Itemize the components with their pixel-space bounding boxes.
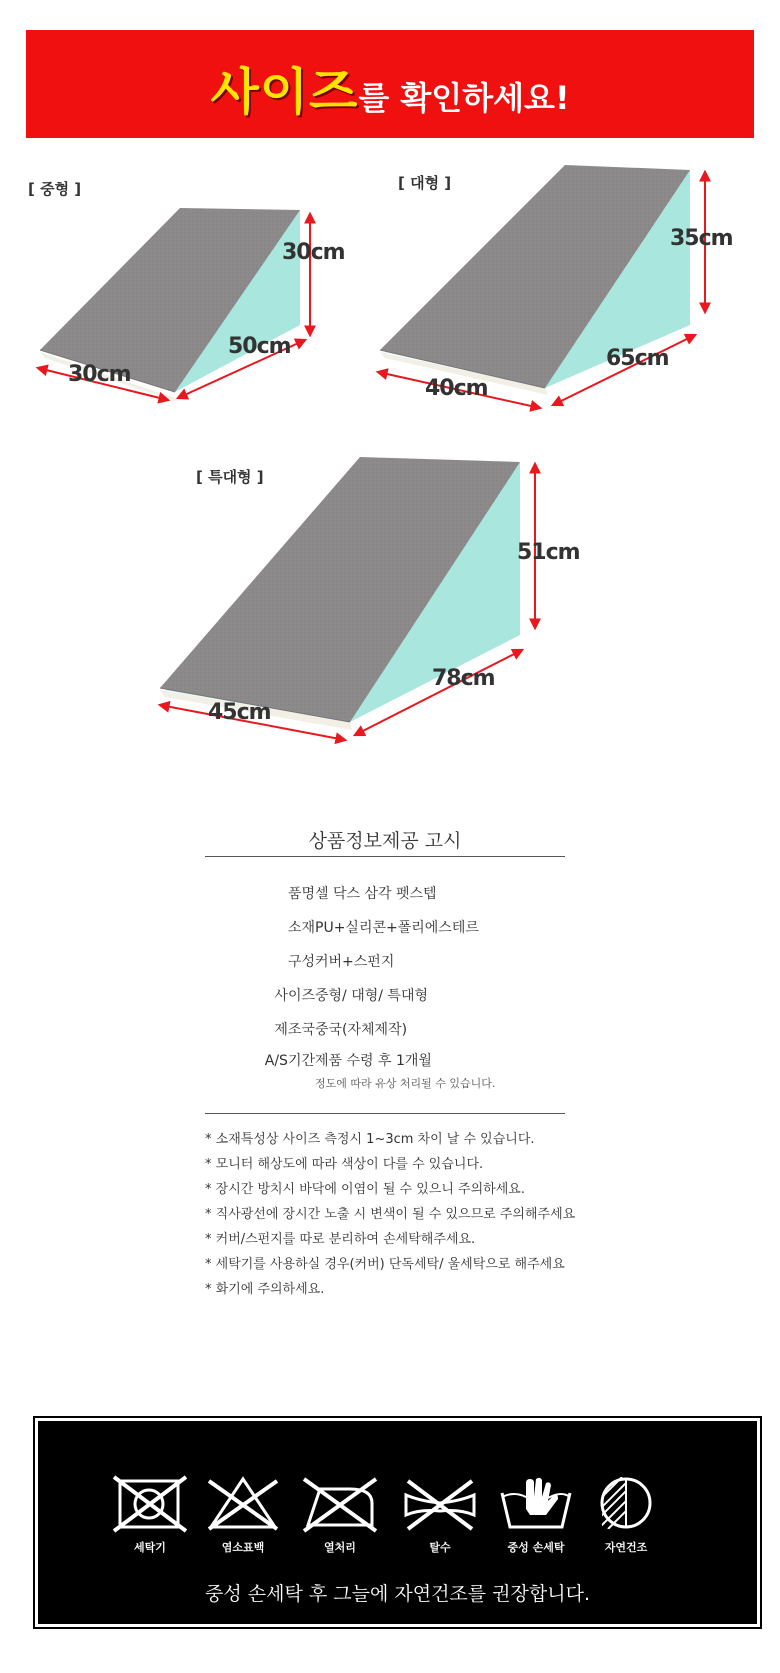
large-wedge	[378, 165, 705, 408]
info-key: A/S기간	[264, 1053, 315, 1069]
info-value: 셀 닥스 삼각 펫스텝	[315, 886, 437, 902]
banner-highlight: 사이즈	[210, 63, 359, 121]
care-label: 자연건조	[604, 1541, 648, 1554]
care-label: 세탁기	[134, 1541, 166, 1554]
care-label: 탈수	[429, 1541, 451, 1554]
info-key: 제조국	[274, 1022, 315, 1038]
divider	[205, 1113, 565, 1114]
notice-item: * 직사광선에 장시간 노출 시 변색이 될 수 있으므로 주의해주세요	[205, 1207, 576, 1222]
divider	[205, 856, 565, 857]
medium-width: 30cm	[68, 362, 131, 387]
info-key: 사이즈	[274, 988, 315, 1004]
info-value: 중형/ 대형/ 특대형	[315, 988, 429, 1004]
info-key: 품명	[287, 886, 315, 902]
size-label-xl: [ 특대형 ]	[196, 468, 264, 486]
care-label: 열처리	[324, 1541, 356, 1554]
info-value: 중국(자체제작)	[315, 1022, 408, 1038]
natural-dry-icon	[586, 1473, 666, 1533]
medium-height: 30cm	[282, 240, 345, 265]
large-width: 40cm	[425, 376, 488, 401]
size-label-large: [ 대형 ]	[398, 174, 452, 192]
no-washing-machine-icon	[110, 1473, 190, 1533]
xl-width: 45cm	[208, 700, 271, 725]
info-key: 구성	[287, 954, 315, 970]
notice-item: * 장시간 방치시 바닥에 이염이 될 수 있으니 주의하세요.	[205, 1182, 525, 1197]
info-value: 커버+스펀지	[315, 954, 395, 970]
banner-text: 를 확인하세요!	[358, 79, 570, 117]
large-height: 35cm	[670, 226, 733, 251]
care-recommendation: 중성 손세탁 후 그늘에 자연건조를 권장합니다.	[205, 1583, 590, 1605]
care-label: 중성 손세탁	[507, 1541, 565, 1554]
notice-item: * 커버/스펀지를 따로 분리하여 손세탁해주세요.	[205, 1232, 476, 1247]
care-label: 염소표백	[221, 1541, 265, 1554]
no-wring-icon	[400, 1473, 480, 1533]
notice-item: * 화기에 주의하세요.	[205, 1282, 325, 1297]
hand-wash-icon	[496, 1473, 576, 1533]
xl-height: 51cm	[517, 540, 580, 565]
info-value: 제품 수령 후 1개월	[315, 1053, 432, 1069]
info-value: PU+실리콘+폴리에스테르	[315, 920, 479, 936]
notice-item: * 모니터 해상도에 따라 색상이 다를 수 있습니다.	[205, 1157, 484, 1172]
xl-wedge	[160, 457, 535, 740]
medium-length: 50cm	[228, 334, 291, 359]
care-instructions-panel	[35, 1418, 760, 1627]
xl-length: 78cm	[432, 666, 495, 691]
size-label-medium: [ 중형 ]	[28, 180, 82, 198]
notice-item: * 소재특성상 사이즈 측정시 1~3cm 차이 날 수 있습니다.	[205, 1132, 535, 1147]
info-title: 상품정보제공 고시	[308, 830, 462, 852]
info-key: 소재	[287, 920, 315, 936]
info-note: 정도에 따라 유상 처리될 수 있습니다.	[315, 1077, 496, 1090]
large-length: 65cm	[606, 346, 669, 371]
no-heat-icon	[300, 1473, 380, 1533]
no-bleach-icon	[203, 1473, 283, 1533]
notice-item: * 세탁기를 사용하실 경우(커버) 단독세탁/ 울세탁으로 해주세요	[205, 1257, 565, 1272]
